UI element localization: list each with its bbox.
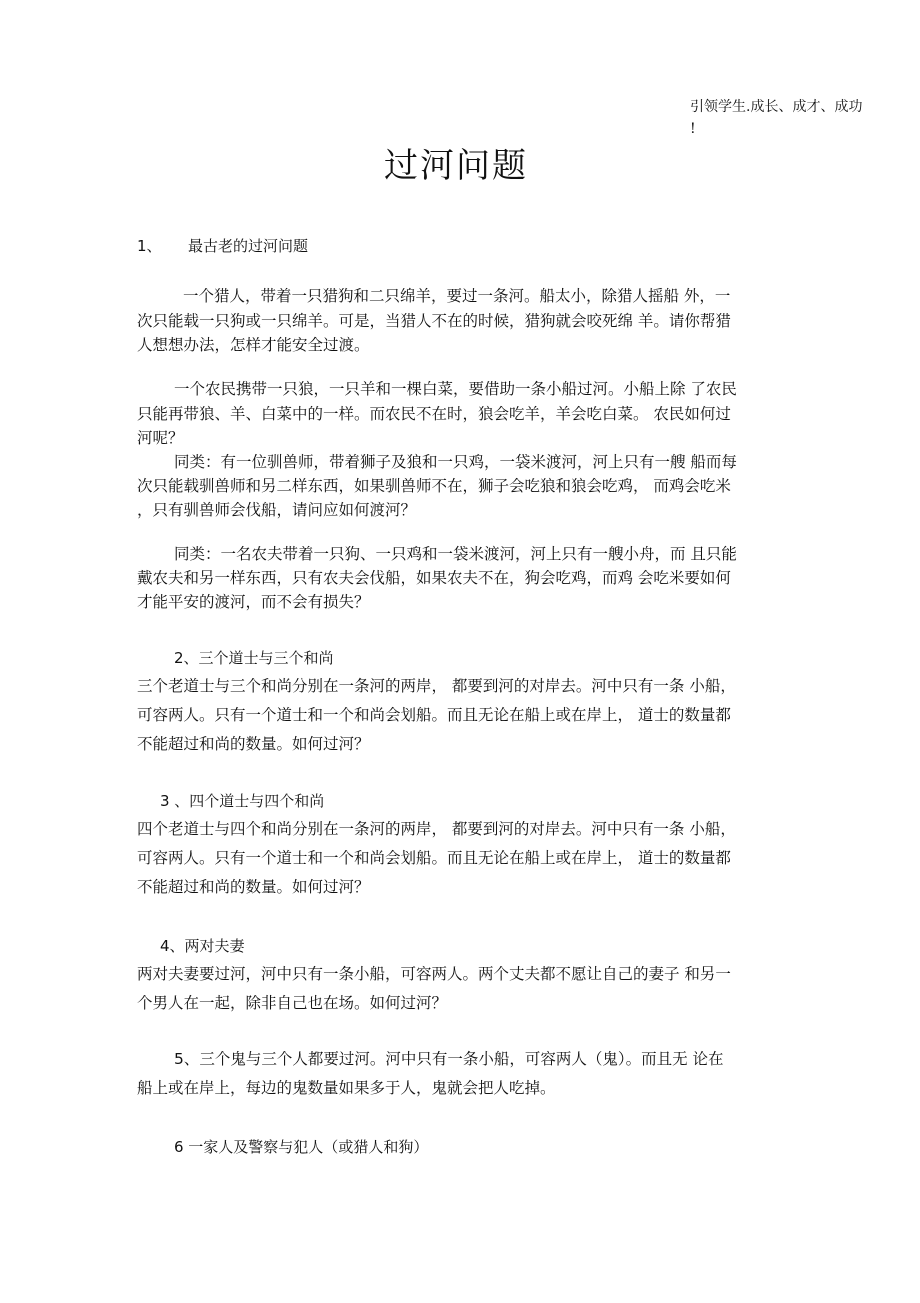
header-motto: 引领学生.成长、成才、成功 (690, 99, 863, 115)
paragraph-line: 戴农夫和另一样东西，只有农夫会伐船，如果农夫不在，狗会吃鸡，而鸡 会吃米要如何 (137, 569, 731, 587)
paragraph-line: 可容两人。只有一个道士和一个和尚会划船。而且无论在船上或在岸上， 道士的数量都 (137, 706, 731, 724)
section-2-heading: 2、三个道士与三个和尚 (174, 649, 334, 667)
paragraph-line: 两对夫妻要过河，河中只有一条小船，可容两人。两个丈夫都不愿让自己的妻子 和另一 (137, 965, 731, 983)
paragraph-line: 同类：一名农夫带着一只狗、一只鸡和一袋米渡河，河上只有一艘小舟，而 且只能 (174, 545, 737, 563)
paragraph-line: 四个老道士与四个和尚分别在一条河的两岸， 都要到河的对岸去。河中只有一条 小船， (137, 820, 736, 838)
paragraph-line: 不能超过和尚的数量。如何过河？ (137, 735, 370, 753)
section-6-heading: 6 一家人及警察与犯人（或猎人和狗） (174, 1138, 429, 1156)
paragraph-line: 同类：有一位驯兽师，带着狮子及狼和一只鸡，一袋米渡河，河上只有一艘 船而每 (174, 453, 737, 471)
paragraph-line: ，只有驯兽师会伐船，请问应如何渡河？ (137, 501, 417, 519)
paragraph-line: 个男人在一起，除非自己也在场。如何过河？ (137, 994, 448, 1012)
paragraph-line: 次只能载驯兽师和另二样东西，如果驯兽师不在，狮子会吃狼和狼会吃鸡， 而鸡会吃米 (137, 477, 731, 495)
section-1-title: 最古老的过河问题 (188, 237, 309, 255)
paragraph-line: 5、三个鬼与三个人都要过河。河中只有一条小船，可容两人（鬼）。而且无 论在 (174, 1050, 724, 1068)
paragraph-line: 河呢？ (137, 429, 184, 447)
header-motto-cont: ! (690, 121, 696, 137)
paragraph-line: 三个老道士与三个和尚分别在一条河的两岸， 都要到河的对岸去。河中只有一条 小船， (137, 677, 736, 695)
paragraph-line: 可容两人。只有一个道士和一个和尚会划船。而且无论在船上或在岸上， 道士的数量都 (137, 849, 731, 867)
paragraph-line: 不能超过和尚的数量。如何过河？ (137, 878, 370, 896)
paragraph-line: 一个农民携带一只狼，一只羊和一棵白菜，要借助一条小船过河。小船上除 了农民 (174, 380, 737, 398)
paragraph-line: 次只能载一只狗或一只绵羊。可是，当猎人不在的时候，猎狗就会咬死绵 羊。请你帮猎 (137, 312, 731, 330)
page-title: 过河问题 (384, 146, 528, 186)
section-3-heading: 3 、四个道士与四个和尚 (160, 792, 325, 810)
paragraph-line: 才能平安的渡河，而不会有损失？ (137, 593, 370, 611)
section-1-number: 1、 (137, 237, 162, 255)
paragraph-line: 船上或在岸上，每边的鬼数量如果多于人，鬼就会把人吃掉。 (137, 1079, 556, 1097)
section-4-heading: 4、两对夫妻 (160, 937, 245, 955)
paragraph-line: 人想想办法，怎样才能安全过渡。 (137, 336, 370, 354)
paragraph-line: 只能再带狼、羊、白菜中的一样。而农民不在时，狼会吃羊，羊会吃白菜。 农民如何过 (137, 405, 731, 423)
paragraph-line: 一个猎人，带着一只猎狗和二只绵羊，要过一条河。船太小，除猎人摇船 外，一 (183, 287, 731, 305)
